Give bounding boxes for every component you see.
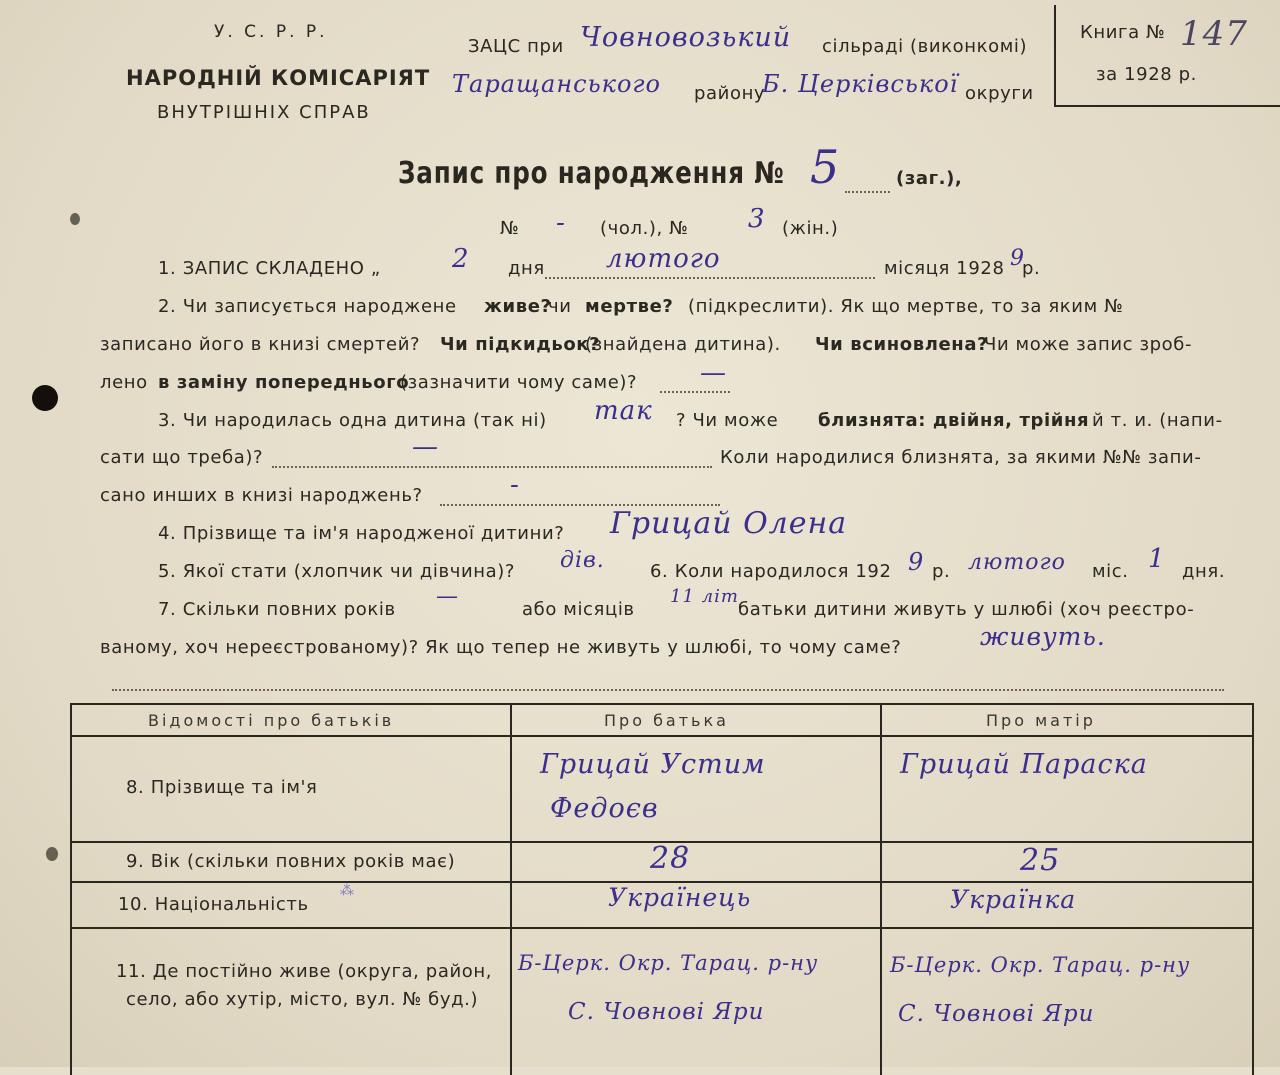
zags-district-label: району xyxy=(694,83,766,104)
q2-line3a: лено xyxy=(100,372,148,393)
birth-year-value: 9 xyxy=(908,548,925,576)
q5-label: 5. Якої стати (хлопчик чи дівчина)? xyxy=(158,561,516,582)
q3-line2b: Коли народилися близнята, за якими №№ запи- xyxy=(720,447,1202,468)
q7-line1c: батьки дитини живуть у шлюбі (хоч реєстро- xyxy=(738,599,1195,620)
page-title: Запис про народження № xyxy=(398,156,785,191)
father-name-value-line2: Федоєв xyxy=(550,793,659,824)
q3-line3a: сано инших в книзі народжень? xyxy=(100,485,423,506)
q7-line2a: ваному, хоч нереєстрованому)? Як що тепер не живуть у шлюбі, то чому саме? xyxy=(100,637,902,658)
zags-prefix: ЗАЦС при xyxy=(468,36,564,57)
q1-year-end: р. xyxy=(1022,258,1041,279)
birth-day-label: дня. xyxy=(1182,561,1226,582)
q2-alive: живе? xyxy=(484,296,552,317)
father-nationality-value: Українець xyxy=(608,883,752,912)
header-ussr: У. С. Р. Р. xyxy=(214,22,328,42)
q6-label: 6. Коли народилося 192 xyxy=(650,561,892,582)
birth-day-value: 1 xyxy=(1148,544,1166,574)
row-age-label: 9. Вік (скільки повних років має) xyxy=(126,851,456,872)
q1-day-value: 2 xyxy=(452,244,470,274)
book-number-value: 147 xyxy=(1180,14,1248,54)
row-nationality-label: 10. Національність xyxy=(118,894,309,915)
father-name-value-line1: Грицай Устим xyxy=(540,749,766,780)
mother-nationality-value: Українка xyxy=(950,885,1077,914)
q1-month-label: місяця 1928 xyxy=(884,258,1005,279)
faded-stamp: ⁂ xyxy=(340,883,354,899)
header-department: ВНУТРІШНІХ СПРАВ xyxy=(157,102,371,123)
zags-suffix: сільраді (виконкомі) xyxy=(822,36,1028,57)
q7-line1a: 7. Скільки повних років xyxy=(158,599,396,620)
female-number-label: (жін.) xyxy=(782,218,839,239)
punch-hole-3 xyxy=(46,847,58,861)
mother-age-value: 25 xyxy=(1020,843,1061,878)
q1-month-value: лютого xyxy=(606,244,721,274)
header-commissariat: НАРОДНІЙ КОМІСАРІЯТ xyxy=(126,66,431,90)
zags-district-value: Таращанського xyxy=(452,70,661,98)
mother-name-value: Грицай Параска xyxy=(900,749,1148,780)
male-number-value: - xyxy=(556,208,566,238)
q2-line1a: 2. Чи записується народжене xyxy=(158,296,457,317)
parents-table xyxy=(70,703,1254,1075)
punch-hole-2 xyxy=(32,385,58,411)
q2-replacement: в заміну попереднього xyxy=(158,372,410,393)
male-number-label: (чол.), № xyxy=(600,218,689,239)
record-number-value: 5 xyxy=(810,140,841,194)
q3-line2a: сати що треба)? xyxy=(100,447,264,468)
q2-foundling: Чи підкидьок? xyxy=(440,334,601,355)
q3-twins: близнята: двійня, трійня xyxy=(818,410,1090,431)
q3-twins-value: — xyxy=(412,432,439,462)
title-suffix: (заг.), xyxy=(896,168,963,189)
row-residence-label-line1: 11. Де постійно живе (округа, район, xyxy=(116,961,493,982)
child-name-value: Грицай Олена xyxy=(610,506,848,541)
female-number-value: 3 xyxy=(748,204,766,234)
child-sex-value: дів. xyxy=(560,548,605,573)
q3-other-value: - xyxy=(510,470,520,500)
zags-okrug-value: Б. Церківської xyxy=(762,70,959,98)
mother-residence-value-line1: Б-Церк. Окр. Тарац. р-ну xyxy=(890,953,1191,977)
q2-or: чи xyxy=(548,296,572,317)
row-residence-label-line2: село, або хутір, місто, вул. № буд.) xyxy=(126,989,479,1010)
living-together-value: живуть. xyxy=(980,622,1106,651)
q1-label: 1. ЗАПИС СКЛАДЕНО „ xyxy=(158,258,381,279)
q3-line1d: й т. и. (напи- xyxy=(1092,410,1223,431)
mother-residence-value-line2: С. Човнові Яри xyxy=(898,1001,1095,1027)
q2-line3c: (зазначити чому саме)? xyxy=(400,372,638,393)
birth-month-label: міс. xyxy=(1092,561,1129,582)
birth-year-r: р. xyxy=(932,561,951,582)
book-year: за 1928 р. xyxy=(1096,64,1198,85)
q2-replacement-value: — xyxy=(700,358,727,388)
q2-line2c: (знайдена дитина). xyxy=(585,334,781,355)
th-father: Про батька xyxy=(604,711,729,730)
q3-line1b: ? Чи може xyxy=(676,410,779,431)
q1-year-correction: 9 xyxy=(1010,246,1025,271)
marriage-years-value: — xyxy=(436,584,459,609)
q7-line1b: або місяців xyxy=(522,599,635,620)
q2-dead: мертве? xyxy=(585,296,674,317)
row-name-label: 8. Прізвище та ім'я xyxy=(126,777,318,798)
th-mother: Про матір xyxy=(986,711,1096,730)
father-age-value: 28 xyxy=(650,841,691,876)
q3-line1a: 3. Чи народилась одна дитина (так ні) xyxy=(158,410,547,431)
th-parents-info: Відомості про батьків xyxy=(148,711,395,730)
father-residence-value-line1: Б-Церк. Окр. Тарац. р-ну xyxy=(518,951,819,975)
q3-single-value: так xyxy=(594,396,653,426)
q2-line1e: (підкреслити). Як що мертве, то за яким № xyxy=(688,296,1124,317)
q2-line2e: Чи може запис зроб- xyxy=(984,334,1193,355)
birth-month-value: лютого xyxy=(968,550,1066,575)
q1-day-label: дня xyxy=(508,258,545,279)
subnum-label: № xyxy=(500,218,520,239)
marriage-months-value: 11 літ xyxy=(670,586,739,607)
q2-adopted: Чи всиновлена? xyxy=(815,334,989,355)
zags-okrug-label: округи xyxy=(965,83,1034,104)
punch-hole-1 xyxy=(70,213,80,225)
father-residence-value-line2: С. Човнові Яри xyxy=(568,999,765,1025)
book-label: Книга № xyxy=(1080,22,1166,43)
zags-village-value: Човновозький xyxy=(580,22,792,53)
q2-line2a: записано його в книзі смертей? xyxy=(100,334,421,355)
q4-label: 4. Прізвище та ім'я народженої дитини? xyxy=(158,523,565,544)
